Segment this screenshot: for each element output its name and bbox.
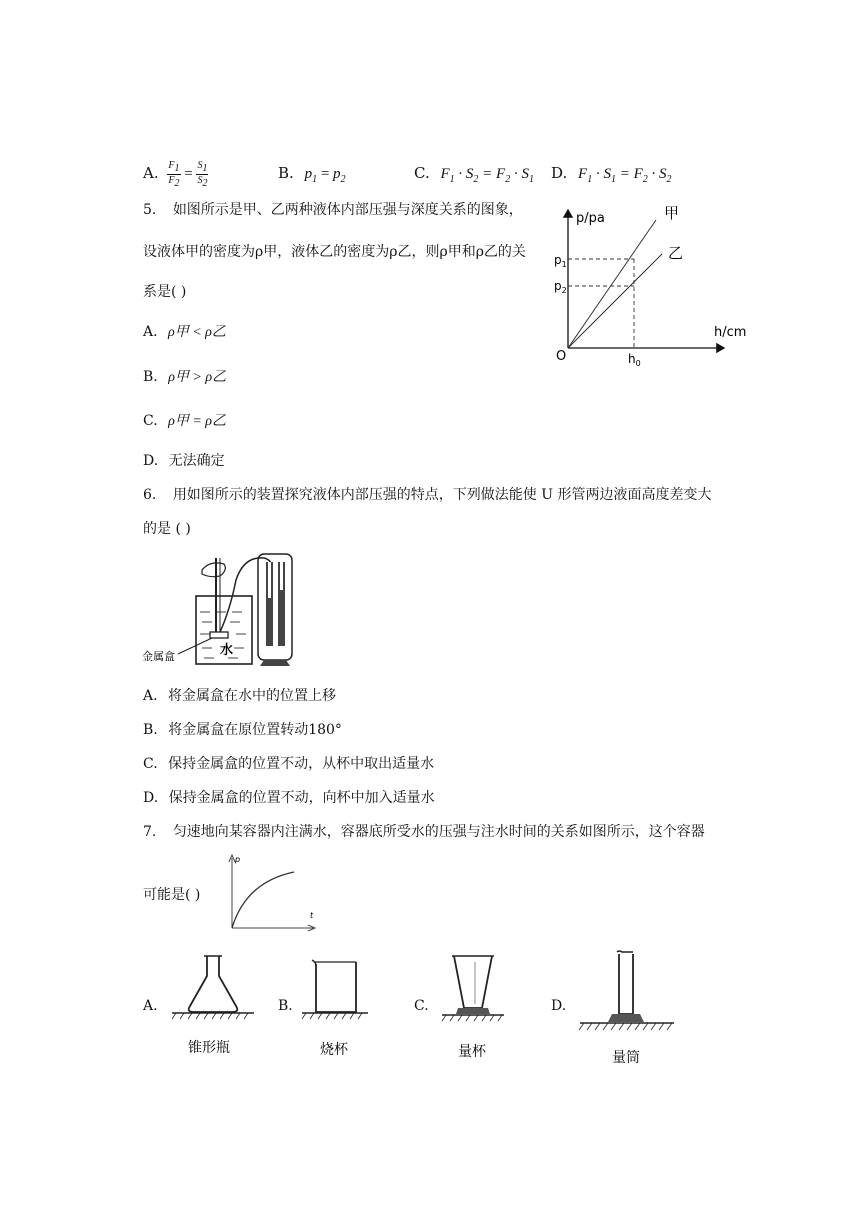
q5-option-a xyxy=(143,322,226,343)
q5-text-3: 系是( ) xyxy=(143,284,187,300)
d-end: · S xyxy=(647,166,667,182)
q5-line-2 xyxy=(143,242,526,262)
p2-label-text: p xyxy=(554,279,562,293)
hatch-line xyxy=(244,1013,248,1019)
ground-hatch xyxy=(172,1013,248,1019)
c-mid: · S xyxy=(454,166,474,182)
d-s2: 1 xyxy=(610,174,616,185)
q6-option-d-label: D. xyxy=(143,790,159,806)
hatch-line xyxy=(659,1023,664,1030)
q4-option-a xyxy=(143,160,208,189)
hatch-line xyxy=(188,1013,192,1019)
b-left-sub: 1 xyxy=(312,174,318,185)
ground-hatch xyxy=(579,1023,672,1030)
hatch-line xyxy=(651,1023,656,1030)
q6-line-2 xyxy=(143,519,191,539)
cylinder-spout xyxy=(617,951,633,952)
hatch-line xyxy=(635,1023,640,1030)
q4-option-a-label: A. xyxy=(143,163,159,182)
frac-den-sub: 2 xyxy=(174,178,180,189)
u-tube-board xyxy=(258,554,292,660)
line-yi-label: 乙 xyxy=(668,244,684,262)
c-s4: 1 xyxy=(528,174,534,185)
hatch-line xyxy=(350,1013,354,1019)
fraction-s xyxy=(196,160,208,189)
hatch-line xyxy=(442,1015,446,1021)
hatch-line xyxy=(172,1013,176,1019)
q4-option-b-formula xyxy=(304,166,346,185)
q5-option-c xyxy=(143,411,226,432)
hatch-line xyxy=(318,1013,322,1019)
p2-label-sub: 2 xyxy=(561,286,567,295)
hatch-line xyxy=(302,1013,306,1019)
graduated-cylinder-icon xyxy=(619,954,633,1014)
frac-num-sub: 1 xyxy=(174,163,180,174)
b-right-sub: 2 xyxy=(340,174,346,185)
q5-option-c-label: C. xyxy=(143,413,158,429)
q5-option-d-text: 无法确定 xyxy=(168,453,225,469)
q7-pressure-time-graph xyxy=(224,852,318,932)
h0-label-text: h xyxy=(628,352,636,366)
hatch-line xyxy=(498,1015,502,1021)
q6-line-1 xyxy=(143,485,712,505)
frac-rden-sub: 2 xyxy=(202,178,208,189)
u-tube-fluid-gap xyxy=(268,562,271,598)
h0-label-sub: 0 xyxy=(635,359,641,368)
q5-option-b-label: B. xyxy=(143,369,158,385)
q7-text-1: 匀速地向某容器内注满水，容器底所受水的压强与注水时间的关系如图所示，这个容器 xyxy=(172,824,705,840)
b-right: p xyxy=(333,166,341,182)
d-s4: 2 xyxy=(666,174,672,185)
q7-option-b-label: B. xyxy=(278,998,293,1014)
hatch-line xyxy=(220,1013,224,1019)
q7-option-d-figure xyxy=(574,944,678,1068)
c-s3: 2 xyxy=(505,174,511,185)
hatch-line xyxy=(342,1013,346,1019)
beaker-icon xyxy=(316,962,356,1012)
metal-box xyxy=(210,632,228,638)
c-s2: 2 xyxy=(473,174,479,185)
q7-option-b-caption: 烧杯 xyxy=(320,1042,348,1058)
d-f: F xyxy=(578,166,588,182)
q7-line-1 xyxy=(143,822,705,842)
q6-option-b-label: B. xyxy=(143,722,158,738)
hatch-line xyxy=(611,1023,616,1030)
q5-line-3 xyxy=(143,282,186,302)
q6-option-b xyxy=(143,720,342,740)
q6-option-b-text: 将金属盒在原位置转动180° xyxy=(168,722,342,738)
q5-option-a-label: A. xyxy=(143,324,158,340)
q4-option-b xyxy=(278,164,346,185)
hatch-line xyxy=(490,1015,494,1021)
line-jia-label: 甲 xyxy=(664,204,680,222)
q5-option-b-text: ρ甲 > ρ乙 xyxy=(168,370,227,385)
label-leader xyxy=(178,638,212,654)
hatch-line xyxy=(458,1015,462,1021)
q6-option-c-text: 保持金属盒的位置不动，从杯中取出适量水 xyxy=(168,756,435,772)
q4-option-b-label: B. xyxy=(278,164,294,182)
q7-number: 7. xyxy=(143,824,157,840)
q5-text-1: 如图所示是甲、乙两种液体内部压强与深度关系的图象， xyxy=(172,202,523,218)
q6-text-1: 用如图所示的装置探究液体内部压强的特点，下列做法能使 U 形管两边液面高度差变大 xyxy=(172,487,712,503)
x-axis-label: h/cm xyxy=(714,325,747,340)
cup-base xyxy=(456,1008,490,1014)
q6-option-c xyxy=(143,754,434,774)
q5-line-1 xyxy=(143,200,523,220)
p1-label-text: p xyxy=(554,253,562,267)
line-yi xyxy=(568,254,662,348)
ground-hatch xyxy=(302,1013,362,1019)
beaker-spout xyxy=(312,960,316,966)
d-eq: = F xyxy=(615,166,643,182)
hatch-line xyxy=(236,1013,240,1019)
hatch-line xyxy=(627,1023,632,1030)
q6-option-c-label: C. xyxy=(143,756,158,772)
q7-option-c-figure xyxy=(440,948,506,1064)
q5-option-a-text: ρ甲 < ρ乙 xyxy=(168,325,226,340)
d-s1: 1 xyxy=(587,174,593,185)
q7-option-d-label: D. xyxy=(551,998,567,1014)
frac-rnum-sub: 1 xyxy=(202,163,208,174)
metal-box-label: 金属盒 xyxy=(142,650,175,663)
q6-option-a-label: A. xyxy=(143,688,158,704)
hatch-line xyxy=(228,1013,232,1019)
q7-curve xyxy=(232,872,294,928)
frac-num: F xyxy=(168,160,175,171)
q5-number: 5. xyxy=(143,202,157,218)
hatch-line xyxy=(310,1013,314,1019)
q7-option-c-caption: 量杯 xyxy=(458,1044,486,1060)
d-mid: · S xyxy=(592,166,611,182)
q6-apparatus-figure xyxy=(140,550,300,670)
q6-text-2: 的是 ( ) xyxy=(143,521,191,537)
c-end: · S xyxy=(510,166,529,182)
hatch-line xyxy=(667,1023,672,1030)
b-eq: = xyxy=(317,166,334,182)
hatch-line xyxy=(212,1013,216,1019)
q6-number: 6. xyxy=(143,487,157,503)
hatch-line xyxy=(643,1023,648,1030)
q7-y-label: p xyxy=(235,855,241,864)
hatch-line xyxy=(450,1015,454,1021)
hatch-line xyxy=(196,1013,200,1019)
p1-label-sub: 1 xyxy=(561,260,567,269)
line-jia xyxy=(568,220,656,348)
q4-option-d xyxy=(551,164,672,185)
q7-text-2: 可能是( ) xyxy=(143,887,201,903)
cylinder-base xyxy=(608,1014,644,1022)
q4-option-c xyxy=(414,164,534,185)
q7-option-b-figure xyxy=(298,950,370,1062)
p1-label xyxy=(554,253,567,269)
q7-option-d-caption: 量筒 xyxy=(612,1050,640,1066)
hatch-line xyxy=(603,1023,608,1030)
q4-option-d-label: D. xyxy=(551,164,568,182)
b-left: p xyxy=(304,166,313,182)
q5-option-c-text: ρ甲 = ρ乙 xyxy=(168,414,227,429)
q5-option-d-label: D. xyxy=(143,453,159,469)
c-eq: = F xyxy=(478,166,506,182)
q7-option-a-label: A. xyxy=(143,998,158,1014)
q6-option-d xyxy=(143,788,435,808)
q4-option-c-label: C. xyxy=(414,164,430,182)
conical-flask-icon xyxy=(189,956,238,1012)
c-s1: 1 xyxy=(449,174,455,185)
q6-option-d-text: 保持金属盒的位置不动，向杯中加入适量水 xyxy=(168,790,435,806)
hatch-line xyxy=(595,1023,600,1030)
c-f: F xyxy=(440,166,450,182)
origin-label: O xyxy=(556,349,567,364)
hatch-line xyxy=(619,1023,624,1030)
hatch-line xyxy=(587,1023,592,1030)
hand xyxy=(202,563,225,577)
h0-label xyxy=(628,352,641,368)
hatch-line xyxy=(204,1013,208,1019)
q5-option-d xyxy=(143,451,225,471)
u-tube-stand xyxy=(260,660,290,666)
q7-x-label: t xyxy=(310,911,314,920)
q7-line-2 xyxy=(143,885,200,905)
hatch-line xyxy=(334,1013,338,1019)
measuring-cup-icon xyxy=(454,956,492,1008)
q7-option-c-label: C. xyxy=(414,998,429,1014)
frac-rnum: S xyxy=(197,160,203,171)
q7-option-a-figure xyxy=(170,950,256,1060)
hatch-line xyxy=(326,1013,330,1019)
frac-rden: S xyxy=(197,175,203,186)
q4-option-d-formula xyxy=(578,166,672,185)
y-axis-label: p/pa xyxy=(576,211,605,226)
hatch-line xyxy=(474,1015,478,1021)
fraction-f xyxy=(167,160,180,189)
hatch-line xyxy=(579,1023,584,1030)
hatch-line xyxy=(180,1013,184,1019)
hatch-line xyxy=(466,1015,470,1021)
q4-option-a-formula: $\frac{F_1}{F_2}$ = $\frac{S_1}{S_2}$ xyxy=(168,160,208,189)
frac-den: F xyxy=(168,175,175,186)
p2-label xyxy=(554,279,567,295)
q7-option-a-caption: 锥形瓶 xyxy=(188,1040,230,1056)
ground-hatch xyxy=(442,1015,502,1021)
rubber-tube xyxy=(220,558,272,632)
q6-option-a xyxy=(143,686,336,706)
q5-pressure-depth-graph xyxy=(552,198,752,370)
q6-option-a-text: 将金属盒在水中的位置上移 xyxy=(168,688,337,704)
d-s3: 2 xyxy=(642,174,648,185)
hatch-line xyxy=(482,1015,486,1021)
water-label: 水 xyxy=(220,643,234,658)
q5-option-b xyxy=(143,367,226,388)
q5-text-2: 设液体甲的密度为ρ甲，液体乙的密度为ρ乙，则ρ甲和ρ乙的关 xyxy=(143,244,526,260)
u-tube-fluid-gap-2 xyxy=(280,562,283,590)
hatch-line xyxy=(358,1013,362,1019)
q4-option-c-formula xyxy=(440,166,534,185)
